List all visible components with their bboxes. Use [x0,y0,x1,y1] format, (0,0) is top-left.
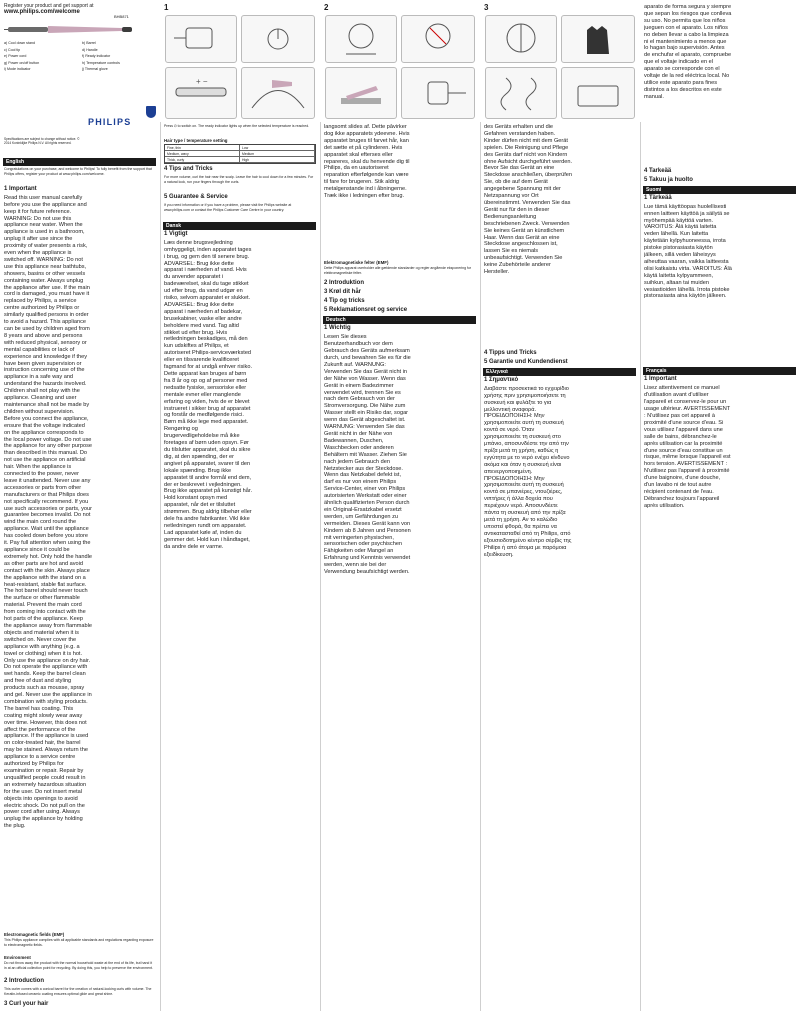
body-text: If you need information or if you have a problem, please visit the Philips website at www.philips.com or contact the Philips Customer Care Centre in your country. [164,203,292,212]
section-heading: 5 Reklamationsret og service [324,307,408,314]
language-section-bar: Deutsch [323,316,476,324]
section-heading: 1 Vigtigt [164,230,188,237]
section-heading: 4 Tipps und Tricks [484,349,537,356]
language-section-bar: Suomi [643,186,796,194]
column-5 [640,0,802,1011]
section-heading: 4 Tips and Tricks [164,166,213,173]
philips-shield-icon [146,106,156,118]
section-heading: 2 Introduktion [324,280,364,287]
part-label: a) Cool down stand [4,41,35,45]
language-section-bar: English [3,158,156,166]
subsection-heading: Elektromagnetiske felter (EMF) [324,260,389,266]
copyright-note: Specifications are subject to change without notice. © 2014 Koninklijke Philips N.V. All rights reserved. [4,137,80,145]
part-label: b) Barrel [82,41,96,45]
part-label: h) Temperature controls [82,60,120,65]
figure-strip-3 [483,3,637,121]
brand-logo: PHILIPS [88,117,132,127]
body-text: Press ⏻ to switch on. The ready indicator lights up when the selected temperature is reached. [164,124,310,128]
body-text: Lisez attentivement ce manuel d'utilisation avant d'utiliser l'appareil et conservez-le pour un usage ultérieur. AVERTISSEMENT : N'utilisez pas cet appareil à proximité d'une source d'eau. Si vous utilisez l'appareil dans une salle de bains, débranchez-le après utilisation car la proximité d'une source d'eau constitue un risque, même lorsque l'appareil est hors tension. AVERTISSEMENT : N'utilisez pas l'appareil à proximité d'une baignoire, d'une douche, d'un lavabo ni de tout autre récipient contenant de l'eau. Débranchez toujours l'appareil après utilisation. [644,385,731,509]
curler-illustration [4,19,154,39]
body-text: Do not throw away the product with the normal household waste at the end of its life, but hand it in at an official collection point for recycling. By doing this, you help to preserve the environment. [4,961,153,970]
section-heading: 5 Takuu ja huolto [644,176,693,183]
body-text: langsomt slides af. Dette påvirker dog ikke apparatets ydeevne. Hvis apparatet bruges til farvet hår, kan det sætte et på cylinderen. Hvis apparatet skal efterses eller repareres, skal du henvende dig til Philips, da en uautoriseret reparation efterfølgende kan være til fare for brugeren. Stik aldrig metalgenstande ind i åbningerne. Træk ikke i ledningen efter brug. [324,124,410,200]
figure-plug-in [165,15,237,63]
section-heading: 4 Tip og tricks [324,298,365,305]
section-heading: 3 Krøl dit hår [324,289,362,296]
figure-number: 2 [324,3,329,12]
figure-number: 1 [164,3,169,12]
subsection-heading: Environment [4,955,31,960]
figure-cool-down [325,67,397,119]
subsection-heading: Hair type / temperature setting [164,138,228,144]
body-text: This curler comes with a conical barrel for the creation of natural-looking curls with volume. The Keratin-infused ceramic coating ensures optimal glide and great shine. [4,987,152,996]
column-1 [0,0,160,1011]
part-label: c) Cool tip [4,47,21,52]
section-heading: 1 Important [644,376,677,383]
table-cell: Fine, thin [165,145,240,150]
figure-curl-result [485,67,557,119]
figure-number: 3 [484,3,489,12]
part-label: f) Ready indicator [82,54,111,58]
register-url[interactable]: www.philips.com/welcome [4,9,80,15]
settings-table [164,144,316,164]
subsection-heading: Electromagnetic fields (EMF) [4,932,65,937]
figure-glove [561,15,635,63]
column-4 [480,0,640,1011]
part-label: e) Power cord [4,54,27,58]
part-label: i) Mode indicator [4,67,31,71]
figure-hold-curler [325,15,397,63]
body-text: Læs denne brugsvejledning omhyggeligt, inden apparatet tages i brug, og gem den til senere brug. ADVARSEL: Brug ikke dette apparat i nærheden af vand. Hvis du anvender apparatet i badeværelset, skal du tage stikket ud efter brug, da vand udgør en risiko, selvom apparatet er slukket. ADVARSEL: Brug ikke dette apparat i nærheden af badekar, brusekabiner, vaske eller andre beholdere med vand. Tag altid stikket ud efter brug. Hvis netledningen beskadiges, må den kun udskiftes af Philips, et autoriseret Philips-serviceværksted eller en tilsvarende kvalificeret fagmand for at undgå enhver risiko. Dette apparat kan bruges af børn fra 8 år og op og af personer med nedsatte fysiske, sensoriske eller mentale evner eller manglende erfaring og viden, hvis de er blevet instrueret i sikker brug af apparatet og forstår de medfølgende risici. Børn må ikke lege med apparatet. Rengøring og brugervedligeholdelse må ikke foretages af børn uden opsyn. Før du tilslutter apparatet, skal du sikre dig, at den spænding, der er angivet på apparatet, svarer til den lokale spænding. Brug ikke apparatet til andre formål end dem, der er beskrevet i vejledningen. Brug ikke apparatet på kunstigt hår. Hold konstant opsyn med apparatet, når det er tilsluttet strømmen. Brug aldrig tilbehør eller dele fra andre fabrikanter. Vikl ikke netledningen rundt om apparatet. Lad apparatet køle af, inden du gemmer det. Hold kun i håndtaget, da andre dele er varme. [164,239,252,550]
section-heading: 4 Tarkeää [644,167,672,174]
svg-text:+ −: + − [196,77,208,86]
body-text: For more volume, curl the hair near the scalp. Leave the hair to cool down for a few minutes. For a natural look, run your fingers through the curls. [164,175,314,184]
table-cell: Thick, curly [165,157,240,162]
language-section-bar: Ελληνικά [483,368,636,376]
table-cell: Low [240,145,315,150]
figure-power-on [241,15,315,63]
body-text: Congratulations on your purchase, and welcome to Philips! To fully benefit from the support that Philips offers, register your product at www.philips.com/welcome. [4,167,152,176]
table-cell: High [240,157,315,162]
body-text: des Geräts erhalten und die Gefahren verstanden haben. Kinder dürfen nicht mit dem Gerät spielen. Die Reinigung und Pflege des Geräts darf nicht von Kindern ohne Aufsicht durchgeführt werden. Bevor Sie das Gerät an eine Steckdose anschließen, überprüfen Sie, ob die auf dem Gerät angegebene Spannung mit der Netzspannung vor Ort übereinstimmt. Verwenden Sie das Gerät nur für den in dieser Bedienungsanleitung beschriebenen Zweck. Verwenden Sie keines Gerät an künstlichem Haar. Wenn das Gerät an eine Steckdose angeschlossen ist, lassen Sie es niemals unbeaufsichtigt. Verwenden Sie keine Zubehörteile anderer Hersteller. [484,124,572,276]
language-section-bar: Français [643,367,796,375]
figure-unplug [401,67,475,119]
product-code: BHB871 [114,14,129,19]
table-row [165,157,315,163]
column-3 [320,0,480,1011]
register-text: Register your product and get support at [4,3,94,9]
section-heading: 3 Curl your hair [4,1001,49,1007]
section-heading: 1 Σημαντικό [484,376,519,383]
figure-select-temperature [165,67,237,119]
body-text: Lue tämä käyttöopas huolellisesti ennen laitteen käyttöä ja säilytä se myöhempää käyttöä varten. VAROITUS: Älä käytä laitetta veden lähellä. Kun laitetta käytetään kylpyhuoneessa, irrota pistoke pistorasiasta käytön jälkeen, sillä veden läheisyys aiheuttaa vaaran, vaikka laitteesta olisi katkaistu virta. VAROITUS: Älä käytä laitetta kylpyammeen, suihkun, altaan tai muiden vesiastioiden lähellä. Irrota pistoke pistorasiasta aina käytön jälkeen. [644,203,732,300]
figure-release-hair [401,15,475,63]
column-2 [160,0,320,1011]
register-header [4,3,94,15]
section-heading: 5 Garantie und Kundendienst [484,358,568,365]
part-label: g) Power on/off button [4,60,40,65]
body-text: Lesen Sie dieses Benutzerhandbuch vor dem Gebrauch des Geräts aufmerksam durch, und bewahren Sie es für die Zukunft auf. WARNUNG: Verwenden Sie das Gerät nicht in der Nähe von Wasser. Wenn das Gerät in einem Badezimmer verwendet wird, trennen Sie es nach dem Gebrauch von der Stromversorgung. Die Nähe zum Wasser stellt ein Risiko dar, sogar wenn das Gerät abgeschaltet ist. WARNUNG: Verwenden Sie das Gerät nicht in der Nähe von Badewannen, Duschen, Waschbecken oder anderen Behältern mit Wasser. Ziehen Sie nach jedem Gebrauch den Netzstecker aus der Steckdose. Wenn das Netzkabel defekt ist, darf es nur von einem Philips Service-Center, einer von Philips autorisierten Werkstatt oder einer ähnlich qualifizierten Person durch ein Original-Ersatzkabel ersetzt werden, um Gefährdungen zu vermeiden. Dieses Gerät kann von Kindern ab 8 Jahren und Personen mit verringerten physischen, sensorischen oder psychischen Fähigkeiten oder Mangel an Erfahrung und Kenntnis verwendet werden, wenn sie bei der Verwendung beaufsichtigt werden. [324,334,411,576]
table-cell: Medium, wavy [165,151,240,156]
parts-list [4,40,154,73]
figure-section-hair [485,15,557,63]
figure-store [561,67,635,119]
figure-strip-2 [323,3,477,121]
figure-wrap-hair [241,67,315,119]
body-text: Διαβάστε προσεκτικά το εγχειρίδιο χρήσης πριν χρησιμοποιήσετε τη συσκευή και φυλάξτε το για μελλοντική αναφορά. ΠΡΟΕΙΔΟΠΟΙΗΣΗ: Μην χρησιμοποιείτε αυτή τη συσκευή κοντά σε νερό. Όταν χρησιμοποιείτε τη συσκευή στο μπάνιο, αποσυνδέστε την από την πρίζα μετά τη χρήση, καθώς η εγγύτητα με το νερό ενέχει κίνδυνο ακόμα και όταν η συσκευή είναι απενεργοποιημένη. ΠΡΟΕΙΔΟΠΟΙΗΣΗ: Μην χρησιμοποιείτε αυτή τη συσκευή κοντά σε μπανιέρες, ντουζιέρες, νιπτήρες ή άλλα δοχεία που περιέχουν νερό. Αποσυνδέετε πάντα τη συσκευή από την πρίζα μετά τη χρήση. Αν το καλώδιο υποστεί φθορά, θα πρέπει να αντικατασταθεί από τη Philips, από εξουσιοδοτημένο κέντρο σέρβις της Philips ή από άτομα με παρόμοια εξειδίκευση. [484,385,572,558]
part-label: d) Handle [82,47,98,52]
parts-row [4,66,154,73]
language-section-bar: Dansk [163,222,316,230]
body-text: aparato de forma segura y siempre que sepan los riesgos que conlleva su uso. No permita que los niños jueguen con el aparato. Los niños no deben llevar a cabo la limpieza ni el mantenimiento a menos que lo hagan bajo supervisión. Antes de enchufar el aparato, compruebe que el voltaje indicado en el aparato se corresponde con el voltaje de la red eléctrica local. No utilice este aparato para fines distintos a los descritos en este manual. [644,4,732,100]
section-heading: 1 Tärkeää [644,194,672,201]
figure-strip-1 [163,3,317,121]
part-label: j) Thermal glove [82,67,108,71]
section-heading: 1 Important [4,185,37,192]
section-heading: 1 Wichtig [324,325,351,332]
body-text: Read this user manual carefully before you use the appliance and keep it for future reference. WARNING: Do not use this appliance near water. When the appliance is used in a bathroom, unplug it after use since the proximity of water presents a risk, even when the appliance is switched off. WARNING: Do not use this appliance near bathtubs, showers, basins or other vessels containing water. Always unplug the appliance after use. If the main cord is damaged, you must have it replaced by Philips, a service centre authorized by Philips or similarly qualified persons in order to avoid a hazard. This appliance can be used by children aged from 8 years and above and persons with reduced physical, sensory or mental capabilities or lack of experience and knowledge if they have been given supervision or instruction concerning use of the appliance in a safe way and understand the hazards involved. Children shall not play with the appliance. Cleaning and user maintenance shall not be made by children without supervision. Before you connect the appliance, ensure that the voltage indicated on the appliance corresponds to the local power voltage. Do not use the appliance for any other purpose than described in this manual. Do not use the appliance on artificial hair. When the appliance is connected to the power, never leave it unattended. Never use any accessories or parts from other manufacturers or that Philips does not specifically recommend. If you use such accessories or parts, your guarantee becomes invalid. Do not wind the main cord round the appliance. Wait until the appliance has cooled down before you store it. Pay full attention when using the appliance since it could be extremely hot. Only hold the handle as other parts are hot and avoid contact with the skin. Always place the appliance with the stand on a heat-resistant, stable flat surface. The hot barrel should never touch the surface or other flammable material. Prevent the main cord from coming into contact with the hot parts of the appliance. Keep the appliance away from flammable objects and material when it is switched on. Never cover the appliance with anything (e.g. a towel or clothing) when it is hot. Only use the appliance on dry hair. Do not operate the appliance with wet hands. Keep the barrel clean and free of dust and styling products such as mousse, spray and gel. Never use the appliance in combination with styling products. The barrel has coating. This coating might slowly wear away over time. However, this does not affect the performance of the appliance. If the appliance is used on color-treated hair, the barrel may be stained. Always return the appliance to a service centre authorized by Philips for examination or repair. Repair by unqualified people could result in an extremely hazardous situation for the user. Do not insert metal objects into openings to avoid electric shock. Do not pull on the power cord after using. Always unplug the appliance by holding the plug. [4,194,92,830]
body-text: This Philips appliance complies with all applicable standards and regulations regarding exposure to electromagnetic fields. [4,938,154,947]
body-text: Dette Philips apparat overholder alle gældende standarder og regler angående eksponering for elektromagnetiske felter. [324,266,472,275]
section-heading: 5 Guarantee & Service [164,194,228,200]
section-heading: 2 Introduction [4,978,44,984]
table-cell: Medium [240,151,315,156]
